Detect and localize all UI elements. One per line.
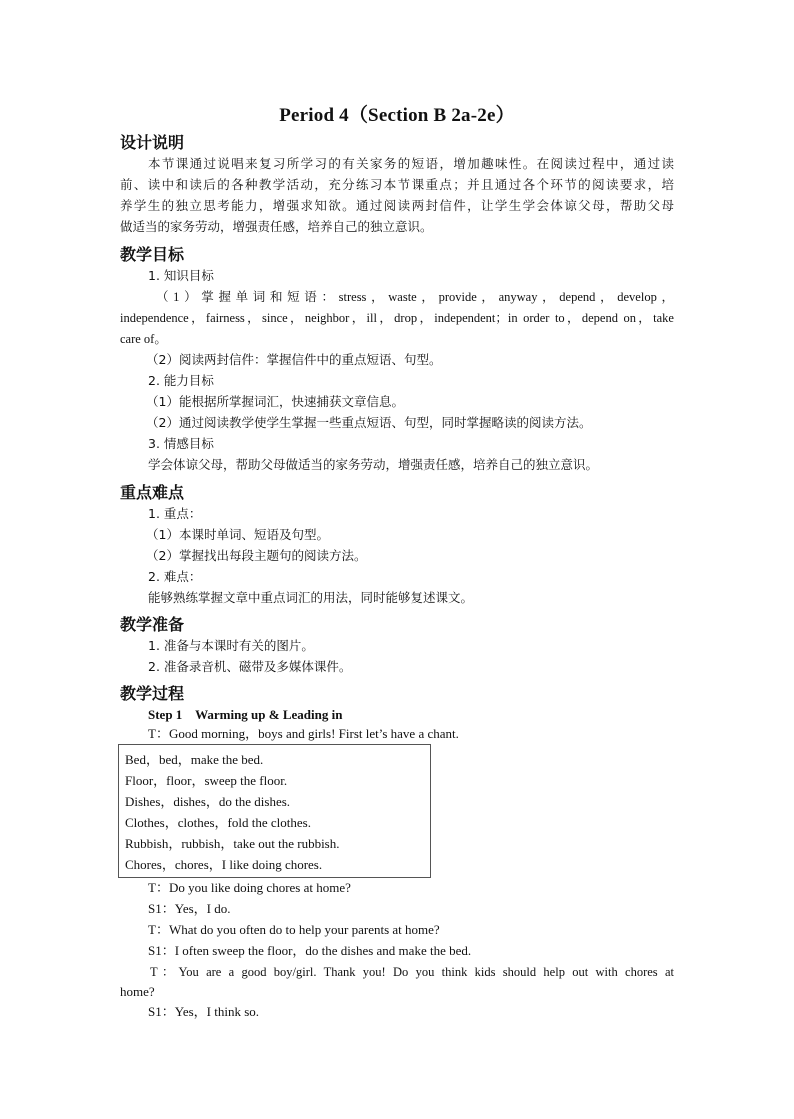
goal-knowledge-2: （2）阅读两封信件：掌握信件中的重点短语、句型。 — [146, 352, 442, 367]
section-heading-design: 设计说明 — [120, 133, 185, 152]
chant-line: Clothes，clothes，fold the clothes. — [125, 815, 311, 830]
section-heading-prep: 教学准备 — [120, 615, 185, 634]
page-title: Period 4（Section B 2a-2e） — [279, 105, 515, 126]
section-heading-process: 教学过程 — [120, 684, 185, 703]
goal-ability-title: 2. 能力目标 — [148, 373, 214, 388]
dialog-line: S1：Yes，I do. — [148, 901, 231, 916]
dialog-line-cont: home? — [120, 984, 155, 999]
goal-ability-1: （1）能根据所掌握词汇，快速捕获文章信息。 — [146, 394, 404, 409]
chant-line: Chores，chores，I like doing chores. — [125, 857, 323, 872]
paragraph-line: 前、读中和读后的各种教学活动，充分练习本节课重点；并且通过各个环节的阅读要求，培 — [120, 177, 674, 192]
goal-knowledge-1: （1）掌握单词和短语：stress，waste，provide，anyway，depend，develop， — [156, 290, 674, 304]
prep-item-1: 1. 准备与本课时有关的图片。 — [148, 638, 314, 653]
chant-line: Floor，floor，sweep the floor. — [125, 773, 288, 788]
key-point-title: 1. 重点： — [148, 506, 202, 521]
section-heading-key: 重点难点 — [120, 483, 185, 502]
dialog-line: T：You are a good boy/girl. Thank you! Do you think kids should help out with chores at — [150, 965, 674, 979]
dialog-line: T：Do you like doing chores at home? — [148, 880, 351, 895]
goal-emotion-1: 学会体谅父母，帮助父母做适当的家务劳动，增强责任感，培养自己的独立意识。 — [148, 457, 599, 472]
section-heading-goals: 教学目标 — [120, 245, 185, 264]
dialog-line: S1：I often sweep the floor，do the dishes and make the bed. — [148, 943, 472, 958]
chant-box — [118, 744, 431, 878]
dialog-line: T：Good morning，boys and girls! First let’s have a chant. — [148, 726, 459, 741]
step-1-title: Step 1 Warming up & Leading in — [148, 707, 343, 722]
goal-knowledge-1-end: care of。 — [120, 332, 167, 346]
paragraph-line: 养学生的独立思考能力，增强求知欲。通过阅读两封信件，让学生学会体谅父母，帮助父母 — [120, 198, 674, 213]
dialog-line: T：What do you often do to help your parents at home? — [148, 922, 440, 937]
paragraph-line: 本节课通过说唱来复习所学习的有关家务的短语，增加趣味性。在阅读过程中，通过读 — [148, 156, 674, 171]
key-point-2: （2）掌握找出每段主题句的阅读方法。 — [146, 548, 367, 563]
chant-line: Rubbish，rubbish，take out the rubbish. — [125, 836, 340, 851]
goal-knowledge-1-cont: independence，fairness，since，neighbor，ill，drop，independent；in order to，depend on，take — [120, 311, 674, 325]
key-point-1: （1）本课时单词、短语及句型。 — [146, 527, 329, 542]
chant-line: Bed，bed，make the bed. — [125, 752, 264, 767]
prep-item-2: 2. 准备录音机、磁带及多媒体课件。 — [148, 659, 352, 674]
goal-ability-2: （2）通过阅读教学使学生掌握一些重点短语、句型，同时掌握略读的阅读方法。 — [146, 415, 592, 430]
chant-line: Dishes，dishes，do the dishes. — [125, 794, 291, 809]
dialog-line: S1：Yes，I think so. — [148, 1004, 260, 1019]
goal-knowledge-title: 1. 知识目标 — [148, 268, 214, 283]
goal-emotion-title: 3. 情感目标 — [148, 436, 214, 451]
difficulty-1: 能够熟练掌握文章中重点词汇的用法，同时能够复述课文。 — [148, 590, 474, 605]
paragraph-line: 做适当的家务劳动，增强责任感，培养自己的独立意识。 — [120, 219, 433, 234]
difficulty-title: 2. 难点： — [148, 569, 202, 584]
